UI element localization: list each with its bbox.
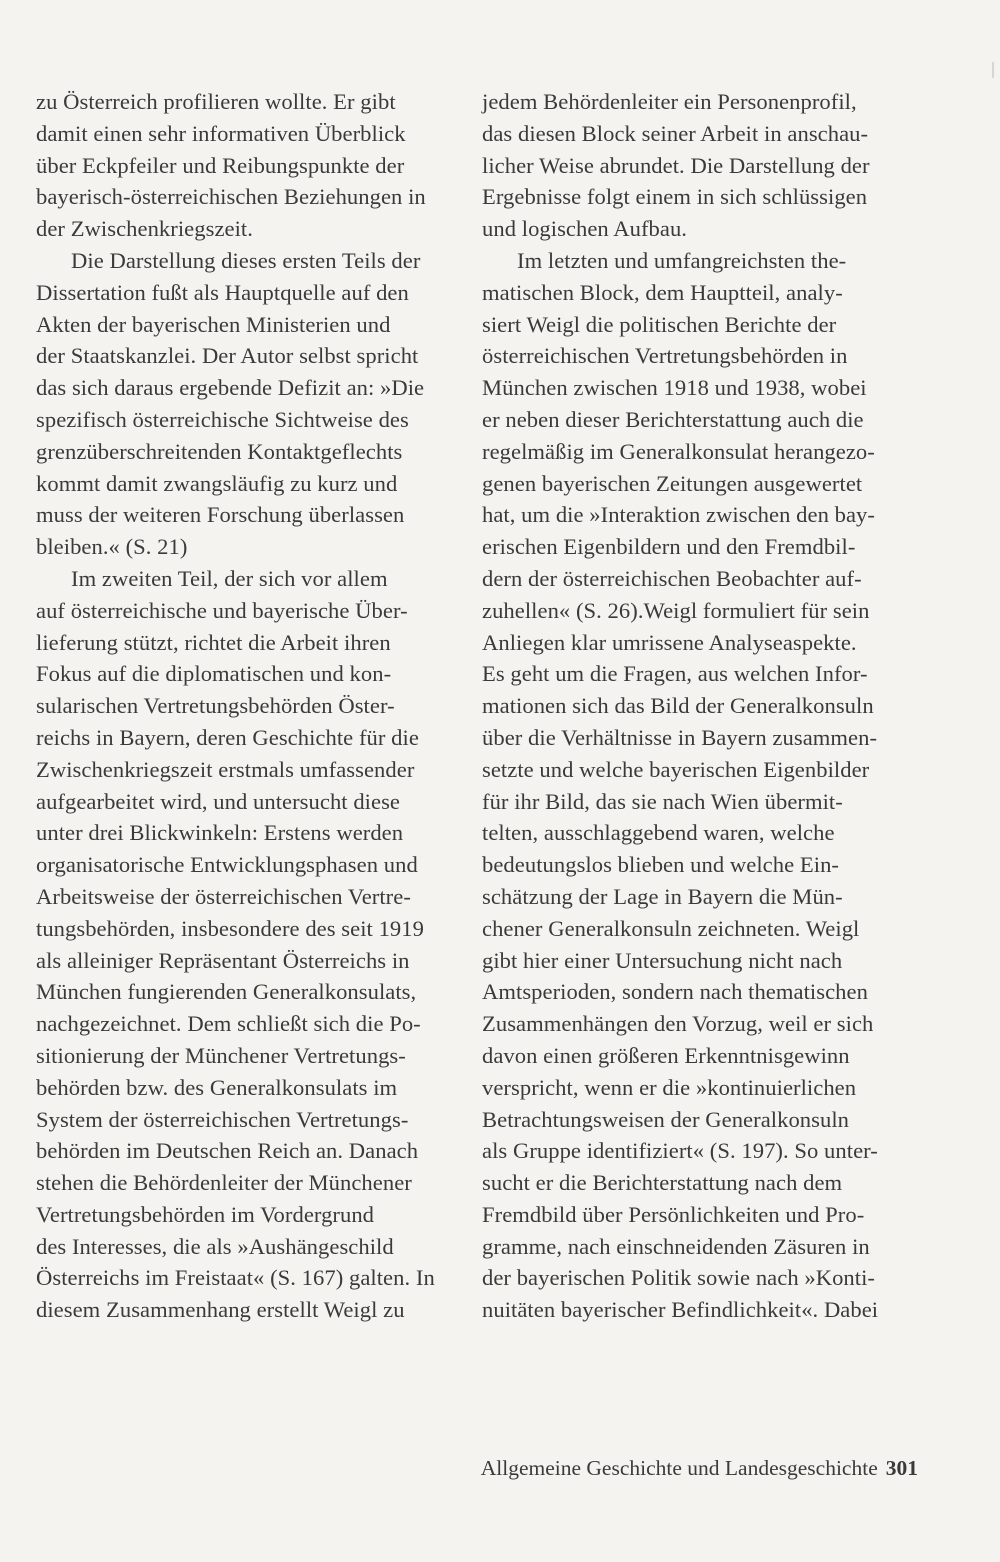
- text-line: regelmäßig im Generalkonsulat herangezo-: [482, 438, 875, 464]
- text-line: unter drei Blickwinkeln: Erstens werden: [36, 820, 404, 846]
- text-line: Zwischenkriegszeit erstmals umfassender: [36, 756, 415, 782]
- text-line: lieferung stützt, richtet die Arbeit ihren: [36, 629, 391, 655]
- text-line: der bayerischen Politik sowie nach »Konti-: [482, 1265, 876, 1291]
- text-line: über Eckpfeiler und Reibungspunkte der: [36, 152, 405, 178]
- text-line: der Staatskanzlei. Der Autor selbst spricht: [36, 343, 419, 369]
- page-edge-mark: [992, 62, 994, 78]
- text-line: auf österreichische und bayerische Über-: [36, 597, 408, 623]
- text-line: Amtsperioden, sondern nach thematischen: [482, 979, 868, 1005]
- left-text-column: [36, 86, 456, 1326]
- text-line: sularischen Vertretungsbehörden Öster-: [36, 693, 395, 719]
- text-line: Die Darstellung dieses ersten Teils der: [71, 247, 421, 273]
- text-line: bedeutungslos blieben und welche Ein-: [482, 852, 839, 878]
- text-line: Fremdbild über Persönlichkeiten und Pro-: [482, 1201, 865, 1227]
- text-line: zuhellen« (S. 26).Weigl formuliert für sein: [482, 597, 870, 623]
- text-line: Anliegen klar umrissene Analyseaspekte.: [482, 629, 857, 655]
- text-line: das sich daraus ergebende Defizit an: »Die: [36, 375, 425, 401]
- text-line: aufgearbeitet wird, und untersucht diese: [36, 788, 400, 814]
- text-line: des Interesses, die als »Aushängeschild: [36, 1233, 394, 1259]
- text-line: kommt damit zwangsläufig zu kurz und: [36, 470, 398, 496]
- text-line: siert Weigl die politischen Berichte der: [482, 311, 837, 337]
- text-line: als Gruppe identifiziert« (S. 197). So unter-: [482, 1138, 878, 1164]
- text-line: nachgezeichnet. Dem schließt sich die Po-: [36, 1011, 421, 1037]
- text-line: stehen die Behördenleiter der Münchener: [36, 1170, 412, 1196]
- text-line: als alleiniger Repräsentant Österreichs in: [36, 947, 410, 973]
- text-line: Fokus auf die diplomatischen und kon-: [36, 661, 392, 687]
- text-line: jedem Behördenleiter ein Personenprofil,: [482, 89, 857, 114]
- text-line: behörden im Deutschen Reich an. Danach: [36, 1138, 419, 1164]
- text-line: grenzüberschreitenden Kontaktgeflechts: [36, 438, 403, 464]
- text-line: gramme, nach einschneidenden Zäsuren in: [482, 1233, 870, 1259]
- text-line: Zusammenhängen den Vorzug, weil er sich: [482, 1011, 874, 1037]
- text-line: telten, ausschlaggebend waren, welche: [482, 820, 835, 846]
- text-line: erischen Eigenbildern und den Fremdbil-: [482, 534, 856, 560]
- text-line: mationen sich das Bild der Generalkonsuln: [482, 693, 874, 719]
- text-line: matischen Block, dem Hauptteil, analy-: [482, 279, 843, 305]
- text-line: München fungierenden Generalkonsulats,: [36, 979, 417, 1005]
- text-line: bleiben.« (S. 21): [36, 534, 188, 560]
- text-line: Betrachtungsweisen der Generalkonsuln: [482, 1106, 850, 1132]
- text-line: Akten der bayerischen Ministerien und: [36, 311, 391, 337]
- text-line: Dissertation fußt als Hauptquelle auf den: [36, 279, 409, 305]
- text-line: der Zwischenkriegszeit.: [36, 216, 253, 242]
- footer-section-title: Allgemeine Geschichte und Landesgeschichte: [480, 1456, 878, 1480]
- text-line: spezifisch österreichische Sichtweise des: [36, 406, 409, 432]
- text-line: Es geht um die Fragen, aus welchen Infor-: [482, 661, 868, 687]
- text-line: Im letzten und umfangreichsten the-: [517, 247, 847, 273]
- text-line: genen bayerischen Zeitungen ausgewertet: [482, 470, 863, 496]
- text-line: licher Weise abrundet. Die Darstellung der: [482, 152, 870, 178]
- text-line: verspricht, wenn er die »kontinuierlichen: [482, 1074, 857, 1100]
- text-line: setzte und welche bayerischen Eigenbilder: [482, 756, 870, 782]
- text-line: nuitäten bayerischer Befindlichkeit«. Dabei: [482, 1297, 879, 1323]
- text-line: Im zweiten Teil, der sich vor allem: [71, 565, 388, 591]
- running-footer: [481, 1456, 918, 1481]
- text-line: sucht er die Berichterstattung nach dem: [482, 1170, 843, 1196]
- text-line: dern der österreichischen Beobachter auf-: [482, 565, 862, 591]
- text-line: und logischen Aufbau.: [482, 216, 687, 242]
- text-line: schätzung der Lage in Bayern die Mün-: [482, 883, 843, 909]
- text-line: muss der weiteren Forschung überlassen: [36, 502, 405, 528]
- text-line: organisatorische Entwicklungsphasen und: [36, 852, 418, 878]
- text-line: reichs in Bayern, deren Geschichte für die: [36, 724, 419, 750]
- text-line: Vertretungsbehörden im Vordergrund: [36, 1201, 375, 1227]
- text-line: chener Generalkonsuln zeichneten. Weigl: [482, 915, 860, 941]
- text-line: zu Österreich profilieren wollte. Er gibt: [36, 89, 396, 114]
- text-line: München zwischen 1918 und 1938, wobei: [482, 375, 867, 401]
- text-line: tungsbehörden, insbesondere des seit 1919: [36, 915, 424, 941]
- right-text-column: [482, 86, 918, 1326]
- text-line: Ergebnisse folgt einem in sich schlüssigen: [482, 184, 868, 210]
- page-number: 301: [885, 1456, 918, 1480]
- text-line: System der österreichischen Vertretungs-: [36, 1106, 409, 1132]
- text-line: sitionierung der Münchener Vertretungs-: [36, 1042, 406, 1068]
- text-line: bayerisch-österreichischen Beziehungen in: [36, 184, 426, 210]
- text-line: hat, um die »Interaktion zwischen den bay-: [482, 502, 875, 528]
- text-line: er neben dieser Berichterstattung auch die: [482, 406, 864, 432]
- text-line: das diesen Block seiner Arbeit in anschau-: [482, 120, 869, 146]
- text-line: gibt hier einer Untersuchung nicht nach: [482, 947, 843, 973]
- text-line: diesem Zusammenhang erstellt Weigl zu: [36, 1297, 405, 1323]
- text-line: für ihr Bild, das sie nach Wien übermit-: [482, 788, 843, 814]
- text-line: damit einen sehr informativen Überblick: [36, 120, 406, 146]
- text-line: Österreichs im Freistaat« (S. 167) galten. In: [36, 1265, 435, 1291]
- text-line: behörden bzw. des Generalkonsulats im: [36, 1074, 398, 1100]
- text-line: österreichischen Vertretungsbehörden in: [482, 343, 848, 369]
- text-line: davon einen größeren Erkenntnisgewinn: [482, 1042, 850, 1068]
- text-line: über die Verhältnisse in Bayern zusammen-: [482, 724, 878, 750]
- text-line: Arbeitsweise der österreichischen Vertre-: [36, 883, 411, 909]
